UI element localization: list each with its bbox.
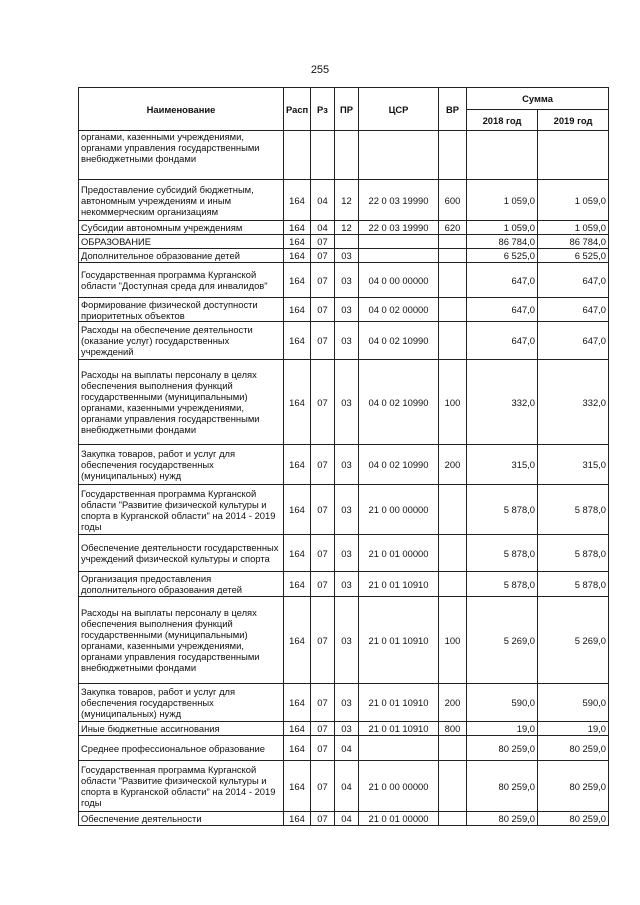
table-row — [79, 572, 609, 597]
table-header — [79, 88, 609, 131]
cell-csr: 21 0 01 10910 — [359, 722, 439, 736]
cell-rasp: 164 — [284, 684, 311, 722]
cell-rasp: 164 — [284, 445, 311, 485]
cell-csr — [359, 235, 439, 249]
cell-csr: 04 0 02 10990 — [359, 322, 439, 360]
cell-rasp: 164 — [284, 736, 311, 761]
cell-2018: 1 059,0 — [467, 221, 538, 235]
cell-pr: 03 — [335, 249, 359, 263]
cell-2018: 332,0 — [467, 360, 538, 445]
cell-vr — [439, 736, 467, 761]
cell-vr — [439, 761, 467, 812]
cell-2018 — [467, 131, 538, 180]
cell-name: Государственная программа Курганской области "Доступная среда для инвалидов" — [79, 263, 284, 298]
cell-pr: 04 — [335, 761, 359, 812]
cell-rz: 04 — [311, 221, 335, 235]
cell-rasp: 164 — [284, 322, 311, 360]
cell-name: Государственная программа Курганской области "Развитие физической культуры и спорта в Курганской области" на 2014 - 2019 годы — [79, 761, 284, 812]
cell-2019: 1 059,0 — [538, 180, 609, 221]
cell-2018: 5 269,0 — [467, 597, 538, 684]
cell-name: Расходы на выплаты персоналу в целях обеспечения выполнения функций государственными (муниципальными) органами, казенными учреждениями, органами управления государственными внебюджетными фондами — [79, 597, 284, 684]
cell-2019: 6 525,0 — [538, 249, 609, 263]
cell-csr: 22 0 03 19990 — [359, 180, 439, 221]
cell-pr: 12 — [335, 180, 359, 221]
cell-2019: 19,0 — [538, 722, 609, 736]
cell-rasp: 164 — [284, 263, 311, 298]
table-row — [79, 445, 609, 485]
cell-rasp: 164 — [284, 812, 311, 826]
cell-name: Дополнительное образование детей — [79, 249, 284, 263]
cell-2019: 86 784,0 — [538, 235, 609, 249]
cell-rz: 07 — [311, 572, 335, 597]
cell-pr: 03 — [335, 485, 359, 535]
cell-rasp: 164 — [284, 235, 311, 249]
cell-2018: 19,0 — [467, 722, 538, 736]
cell-vr: 100 — [439, 597, 467, 684]
cell-pr: 03 — [335, 535, 359, 572]
cell-2018: 5 878,0 — [467, 535, 538, 572]
cell-csr: 21 0 01 00000 — [359, 812, 439, 826]
cell-2018: 1 059,0 — [467, 180, 538, 221]
cell-name: Организация предоставления дополнительного образования детей — [79, 572, 284, 597]
cell-2019: 647,0 — [538, 322, 609, 360]
table-row — [79, 812, 609, 826]
cell-pr: 03 — [335, 684, 359, 722]
cell-name: Государственная программа Курганской области "Развитие физической культуры и спорта в Курганской области" на 2014 - 2019 годы — [79, 485, 284, 535]
cell-pr: 04 — [335, 812, 359, 826]
cell-rasp: 164 — [284, 597, 311, 684]
cell-2018: 5 878,0 — [467, 485, 538, 535]
cell-2019: 80 259,0 — [538, 761, 609, 812]
table-row — [79, 249, 609, 263]
cell-2018: 590,0 — [467, 684, 538, 722]
cell-rz: 07 — [311, 812, 335, 826]
header-rasp: Расп — [284, 88, 311, 131]
cell-vr — [439, 235, 467, 249]
cell-rasp: 164 — [284, 761, 311, 812]
cell-pr: 12 — [335, 221, 359, 235]
table-row — [79, 131, 609, 180]
cell-rz: 07 — [311, 535, 335, 572]
cell-vr: 200 — [439, 445, 467, 485]
page-number: 255 — [310, 64, 330, 76]
cell-pr: 03 — [335, 322, 359, 360]
cell-2019: 5 878,0 — [538, 485, 609, 535]
cell-rasp: 164 — [284, 485, 311, 535]
cell-vr — [439, 812, 467, 826]
header-vr: ВР — [439, 88, 467, 131]
cell-pr — [335, 131, 359, 180]
cell-rz: 07 — [311, 445, 335, 485]
header-csr: ЦСР — [359, 88, 439, 131]
cell-2019: 1 059,0 — [538, 221, 609, 235]
cell-name: Среднее профессиональное образование — [79, 736, 284, 761]
cell-rz — [311, 131, 335, 180]
cell-name: Формирование физической доступности приоритетных объектов — [79, 298, 284, 322]
cell-vr — [439, 263, 467, 298]
table-body — [79, 131, 609, 826]
cell-rasp: 164 — [284, 221, 311, 235]
cell-2019: 590,0 — [538, 684, 609, 722]
cell-vr: 600 — [439, 180, 467, 221]
budget-table — [78, 87, 609, 826]
cell-csr: 21 0 01 10910 — [359, 572, 439, 597]
cell-csr: 21 0 00 00000 — [359, 485, 439, 535]
cell-csr: 21 0 01 00000 — [359, 535, 439, 572]
cell-rz: 07 — [311, 298, 335, 322]
cell-rz: 07 — [311, 235, 335, 249]
cell-vr: 100 — [439, 360, 467, 445]
table-row — [79, 722, 609, 736]
cell-vr: 200 — [439, 684, 467, 722]
cell-name: Расходы на выплаты персоналу в целях обеспечения выполнения функций государственными (муниципальными) органами, казенными учреждениями, органами управления государственными внебюджетными фондами — [79, 360, 284, 445]
cell-name: ОБРАЗОВАНИЕ — [79, 235, 284, 249]
table-row — [79, 263, 609, 298]
cell-rasp: 164 — [284, 298, 311, 322]
table-row — [79, 761, 609, 812]
cell-name: Субсидии автономным учреждениям — [79, 221, 284, 235]
cell-rz: 04 — [311, 180, 335, 221]
cell-2018: 647,0 — [467, 322, 538, 360]
cell-name: органами, казенными учреждениями, органами управления государственными внебюджетными фондами — [79, 131, 284, 180]
header-2018: 2018 год — [467, 110, 538, 131]
cell-pr: 03 — [335, 360, 359, 445]
cell-csr: 04 0 02 00000 — [359, 298, 439, 322]
cell-rz: 07 — [311, 360, 335, 445]
cell-2019: 647,0 — [538, 263, 609, 298]
cell-name: Закупка товаров, работ и услуг для обеспечения государственных (муниципальных) нужд — [79, 445, 284, 485]
cell-rz: 07 — [311, 597, 335, 684]
table-row — [79, 298, 609, 322]
table-row — [79, 180, 609, 221]
cell-2018: 315,0 — [467, 445, 538, 485]
cell-vr — [439, 485, 467, 535]
cell-pr: 04 — [335, 736, 359, 761]
header-pr: ПР — [335, 88, 359, 131]
cell-pr: 03 — [335, 263, 359, 298]
cell-name: Расходы на обеспечение деятельности (оказание услуг) государственных учреждений — [79, 322, 284, 360]
cell-csr: 21 0 01 10910 — [359, 597, 439, 684]
cell-pr — [335, 235, 359, 249]
cell-2019: 80 259,0 — [538, 736, 609, 761]
cell-csr — [359, 736, 439, 761]
cell-rz: 07 — [311, 684, 335, 722]
cell-vr — [439, 535, 467, 572]
cell-rasp: 164 — [284, 180, 311, 221]
cell-2019: 80 259,0 — [538, 812, 609, 826]
cell-csr: 04 0 02 10990 — [359, 360, 439, 445]
header-name: Наименование — [79, 88, 284, 131]
cell-2018: 647,0 — [467, 298, 538, 322]
cell-vr — [439, 298, 467, 322]
cell-csr: 04 0 02 10990 — [359, 445, 439, 485]
cell-2018: 6 525,0 — [467, 249, 538, 263]
table-row — [79, 235, 609, 249]
cell-2019 — [538, 131, 609, 180]
table-row — [79, 322, 609, 360]
cell-csr — [359, 249, 439, 263]
cell-csr: 21 0 01 10910 — [359, 684, 439, 722]
cell-name: Закупка товаров, работ и услуг для обеспечения государственных (муниципальных) нужд — [79, 684, 284, 722]
cell-2018: 5 878,0 — [467, 572, 538, 597]
cell-rasp: 164 — [284, 360, 311, 445]
cell-csr: 22 0 03 19990 — [359, 221, 439, 235]
table-row — [79, 736, 609, 761]
cell-2018: 647,0 — [467, 263, 538, 298]
cell-rz: 07 — [311, 736, 335, 761]
cell-2019: 332,0 — [538, 360, 609, 445]
cell-rasp: 164 — [284, 722, 311, 736]
header-2019: 2019 год — [538, 110, 609, 131]
cell-2018: 80 259,0 — [467, 761, 538, 812]
cell-pr: 03 — [335, 298, 359, 322]
cell-csr — [359, 131, 439, 180]
table-row — [79, 485, 609, 535]
cell-rasp: 164 — [284, 572, 311, 597]
cell-rz: 07 — [311, 322, 335, 360]
cell-rz: 07 — [311, 263, 335, 298]
cell-csr: 04 0 00 00000 — [359, 263, 439, 298]
cell-name: Предоставление субсидий бюджетным, автономным учреждениям и иным некоммерческим организациям — [79, 180, 284, 221]
cell-pr: 03 — [335, 597, 359, 684]
cell-2019: 5 878,0 — [538, 572, 609, 597]
header-sum: Сумма — [467, 88, 609, 110]
cell-csr: 21 0 00 00000 — [359, 761, 439, 812]
cell-rasp — [284, 131, 311, 180]
table-row — [79, 360, 609, 445]
cell-vr — [439, 322, 467, 360]
cell-rz: 07 — [311, 722, 335, 736]
cell-2019: 647,0 — [538, 298, 609, 322]
cell-vr — [439, 249, 467, 263]
table-row — [79, 597, 609, 684]
cell-rasp: 164 — [284, 249, 311, 263]
cell-name: Обеспечение деятельности государственных учреждений физической культуры и спорта — [79, 535, 284, 572]
table-row — [79, 535, 609, 572]
cell-rz: 07 — [311, 485, 335, 535]
header-rz: Рз — [311, 88, 335, 131]
cell-rz: 07 — [311, 761, 335, 812]
cell-vr: 800 — [439, 722, 467, 736]
cell-2018: 80 259,0 — [467, 736, 538, 761]
cell-2018: 80 259,0 — [467, 812, 538, 826]
cell-vr — [439, 572, 467, 597]
table-row — [79, 221, 609, 235]
cell-pr: 03 — [335, 722, 359, 736]
table-row — [79, 684, 609, 722]
cell-rasp: 164 — [284, 535, 311, 572]
cell-name: Иные бюджетные ассигнования — [79, 722, 284, 736]
cell-vr — [439, 131, 467, 180]
cell-name: Обеспечение деятельности — [79, 812, 284, 826]
cell-pr: 03 — [335, 572, 359, 597]
cell-rz: 07 — [311, 249, 335, 263]
cell-2019: 315,0 — [538, 445, 609, 485]
cell-2019: 5 878,0 — [538, 535, 609, 572]
cell-2019: 5 269,0 — [538, 597, 609, 684]
cell-2018: 86 784,0 — [467, 235, 538, 249]
cell-vr: 620 — [439, 221, 467, 235]
cell-pr: 03 — [335, 445, 359, 485]
